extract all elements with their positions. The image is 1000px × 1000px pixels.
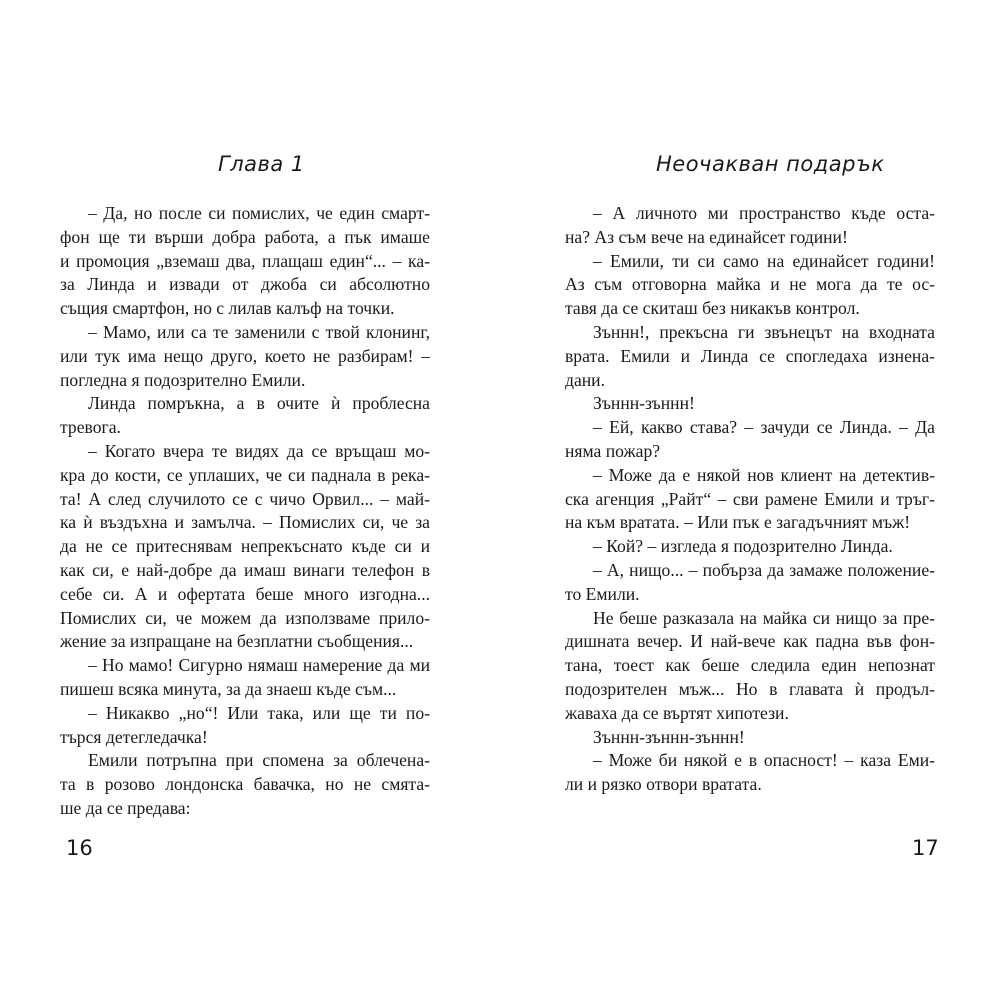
text-line: врата. Емили и Линда се спогледаха изнена- bbox=[565, 345, 935, 366]
page-number: 17 bbox=[912, 836, 939, 860]
text-line: – Емили, ти си само на единайсет години! bbox=[593, 250, 935, 271]
text-line: да не се притеснявам непрекъснато къде си и bbox=[60, 536, 430, 557]
text-line: жаваха да се въртят хипотези. bbox=[565, 702, 789, 723]
text-line: Емили потръпна при спомена за облечена- bbox=[88, 750, 430, 771]
text-line: та в розово лондонска бавачка, но не смята- bbox=[60, 774, 430, 795]
text-line: та! А след случилото се с чичо Орвил... – май- bbox=[60, 488, 430, 509]
text-line: – Мамо, или са те заменили с твой клонинг, bbox=[88, 321, 430, 342]
text-line: тревога. bbox=[60, 417, 121, 438]
text-line: или тук има нещо друго, което не разбирам! – bbox=[60, 345, 430, 366]
text-line: за Линда и извади от джоба си абсолютно bbox=[60, 274, 430, 295]
text-line: Аз съм отговорна майка и не мога да те ос- bbox=[565, 274, 935, 295]
text-line: – Да, но после си помислих, че един смарт- bbox=[88, 203, 430, 223]
page-number: 16 bbox=[66, 836, 93, 860]
text-line: себе си. А и офертата беше много изгодна... bbox=[60, 583, 430, 604]
text-line: подозрителен мъж... Но в главата ѝ продъл- bbox=[565, 678, 935, 699]
text-line: няма пожар? bbox=[565, 440, 661, 461]
text-line: жение за изпращане на безплатни съобщения... bbox=[60, 631, 414, 652]
left-page-text bbox=[60, 202, 430, 821]
text-line: – Може да е някой нов клиент на детектив- bbox=[593, 464, 935, 485]
text-line: – А личното ми пространство къде оста- bbox=[593, 203, 935, 223]
chapter-title-header: Неочакван подарък bbox=[656, 152, 885, 176]
text-line: – А, нищо... – побърза да замаже положение- bbox=[593, 559, 935, 580]
text-line: Зъннн-зъннн-зъннн! bbox=[593, 726, 745, 747]
text-line: – Ей, какво става? – зачуди се Линда. – Да bbox=[593, 417, 935, 438]
text-line: на към вратата. – Или пък е загадъчният мъж! bbox=[565, 512, 911, 533]
text-line: погледна я подозрително Емили. bbox=[60, 369, 306, 390]
text-line: ше да се предава: bbox=[60, 797, 191, 818]
text-line: тана, тоест как беше следила един непознат bbox=[565, 655, 935, 676]
text-line: ска агенция „Райт“ – сви рамене Емили и тръг- bbox=[565, 488, 935, 509]
text-line: как си, е най-добре да имаш винаги телефон в bbox=[60, 559, 430, 580]
text-line: – Когато вчера те видях да се връщаш мо- bbox=[88, 440, 430, 461]
text-line: Линда помръкна, а в очите ѝ проблесна bbox=[88, 393, 430, 414]
text-line: същия смартфон, но с лилав калъф на точки. bbox=[60, 298, 395, 319]
text-line: Не беше разказала на майка си нищо за пре- bbox=[593, 607, 935, 628]
text-line: дишната вечер. И най-вече как падна във фон- bbox=[565, 631, 935, 652]
text-line: Зъннн-зъннн! bbox=[593, 393, 695, 414]
text-line: – Може би някой е в опасност! – каза Еми- bbox=[593, 750, 935, 771]
text-line: ка ѝ въздъхна и замълча. – Помислих си, че за bbox=[60, 512, 430, 533]
text-line: – Кой? – изгледа я подозрително Линда. bbox=[593, 536, 893, 557]
chapter-header: Глава 1 bbox=[218, 152, 305, 176]
text-line: и промоция „вземаш два, плащаш един“... – ка- bbox=[60, 250, 430, 271]
text-line: ли и рязко отвори вратата. bbox=[565, 774, 762, 795]
text-line: пишеш всяка минута, за да знаеш къде съм... bbox=[60, 678, 397, 699]
text-line: – Никакво „но“! Или така, или ще ти по- bbox=[88, 702, 430, 723]
text-line: тавя да се скиташ без никакъв контрол. bbox=[565, 298, 860, 319]
text-line: дани. bbox=[565, 369, 605, 390]
text-line: на? Аз съм вече на единайсет години! bbox=[565, 226, 848, 247]
right-page-text bbox=[565, 202, 935, 797]
text-line: – Но мамо! Сигурно нямаш намерение да ми bbox=[88, 655, 430, 676]
text-line: кра до кости, се уплаших, че си паднала в река- bbox=[60, 464, 430, 485]
text-line: Зъннн!, прекъсна ги звънецът на входната bbox=[593, 321, 935, 342]
text-line: фон ще ти върши добра работа, а пък имаше bbox=[60, 226, 430, 247]
text-line: то Емили. bbox=[565, 583, 640, 604]
right-page bbox=[500, 0, 1000, 1000]
text-line: Помислих си, че можем да използваме прило- bbox=[60, 607, 430, 628]
text-line: търся детегледачка! bbox=[60, 726, 208, 747]
